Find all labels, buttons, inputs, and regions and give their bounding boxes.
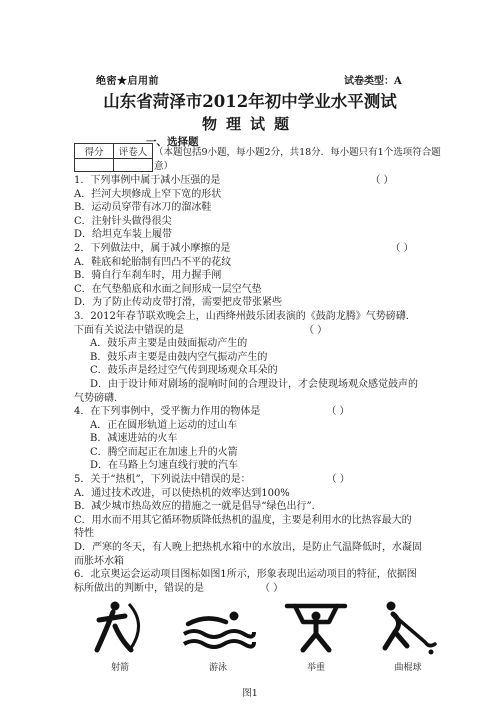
question-line — [74, 283, 438, 297]
answer-blank: （ ） — [304, 324, 328, 336]
question-line — [74, 351, 438, 365]
question-line — [74, 324, 438, 338]
figure-label-weightlifting: 举重 — [306, 663, 325, 673]
question-line — [74, 459, 438, 473]
question-text: 下面有关说法中错误的是 — [74, 324, 184, 336]
score-cell — [75, 159, 114, 172]
question-line — [74, 256, 438, 270]
question-line — [74, 514, 438, 528]
question-text: D．由于设计师对剧场的混响时间的合理设计，才会使现场观众感觉鼓声的 — [90, 378, 419, 390]
question-line — [74, 446, 438, 460]
question-line — [74, 432, 438, 446]
secret-label: 绝密★启用前 — [96, 76, 159, 87]
question-line — [74, 215, 438, 229]
question-text: D．为了防止传动皮带打滑，需要把皮带张紧些 — [74, 297, 283, 309]
question-text: 而胀坏水箱 — [74, 555, 124, 567]
figure-label-swimming: 游泳 — [208, 663, 227, 673]
question-text: D．严寒的冬天，有人晚上把热机水箱中的水放出，是防止气温降低时，水凝固 — [74, 542, 423, 554]
question-line — [74, 419, 438, 433]
question-text: A．拦河大坝修成上窄下宽的形状 — [74, 188, 222, 200]
exam-title: 山东省菏泽市2012年初中学业水平测试 — [103, 92, 397, 111]
question-text: 6．北京奥运会运动项目图标如图1所示，形象表现出运动项目的特征，依据图 — [74, 569, 417, 581]
hockey-icon — [368, 598, 448, 678]
question-line — [74, 378, 438, 392]
question-line — [74, 582, 438, 596]
question-line — [74, 174, 438, 188]
question-line — [74, 555, 438, 569]
figure-label-hockey: 曲棍球 — [394, 663, 422, 673]
grader-header: 评卷人 — [114, 144, 153, 159]
question-line — [74, 201, 438, 215]
figure-label-archery: 射箭 — [110, 663, 129, 673]
question-text: B．减少城市热岛效应的措施之一就是倡导“绿色出行”． — [74, 501, 322, 513]
section-note: （本题包括9小题，每小题2分，共18分．每小题只有1个选项符合题意） — [154, 147, 441, 172]
question-line — [74, 228, 438, 242]
question-line — [74, 541, 438, 555]
score-header: 得分 — [75, 144, 114, 159]
question-line — [74, 337, 438, 351]
answer-blank: （ ） — [326, 406, 350, 418]
question-text: C．用水而不用其它循环物质降低热机的温度，主要是利用水的比热容最大的 — [74, 514, 412, 526]
question-text: B．鼓乐声主要是由鼓内空气振动产生的 — [90, 351, 268, 363]
answer-blank: （ ） — [260, 582, 284, 594]
question-text: B．骑自行车刹车时，用力握手闸 — [74, 270, 222, 282]
question-line — [74, 364, 438, 378]
answer-blank: （ ） — [326, 474, 350, 486]
question-line — [74, 242, 438, 256]
question-line — [74, 296, 438, 310]
question-line — [74, 310, 438, 324]
answer-blank: （ ） — [390, 242, 414, 254]
question-line — [74, 473, 438, 487]
question-text: C．在气垫船底和水面之间形成一层空气垫 — [74, 283, 262, 295]
score-table — [74, 143, 153, 172]
question-text: A．鼓乐声主要是由鼓面振动产生的 — [90, 338, 248, 350]
figure-caption: 图1 — [242, 688, 258, 699]
archery-icon — [80, 598, 160, 678]
question-text: 3．2012年春节联欢晚会上，山西绛州鼓乐团表演的《鼓韵龙腾》气势磅礴． — [74, 310, 416, 322]
question-text: B．运动员穿带有冰刀的溜冰鞋 — [74, 202, 212, 214]
question-list — [74, 174, 438, 595]
question-line — [74, 188, 438, 202]
question-line — [74, 269, 438, 283]
section-heading: 一、选择题 — [146, 136, 199, 148]
question-text: B．减速进站的火车 — [90, 433, 178, 445]
weightlifting-icon — [276, 598, 356, 678]
question-text: 特性 — [74, 528, 94, 540]
question-line — [74, 500, 438, 514]
question-text: A．通过技术改进，可以使热机的效率达到100% — [74, 487, 290, 499]
question-text: C．鼓乐声是经过空气传到现场观众耳朵的 — [90, 365, 278, 377]
question-text: 4．在下列事例中，受平衡力作用的物体是 — [74, 406, 261, 418]
question-text: 1．下列事例中属于减小压强的是 — [74, 175, 221, 186]
question-line — [74, 487, 438, 501]
question-line — [74, 568, 438, 582]
question-line — [74, 527, 438, 541]
question-text: 气势磅礴． — [74, 392, 124, 404]
swimming-icon — [178, 598, 258, 678]
grader-cell — [114, 159, 153, 172]
question-text: 5．关于“热机”，下列说法中错误的是： — [74, 474, 251, 486]
question-text: C．腾空而起正在加速上升的火箭 — [90, 446, 238, 458]
question-text: D．在马路上匀速直线行驶的汽车 — [90, 460, 239, 472]
question-text: A．正在圆形轨道上运动的过山车 — [90, 419, 238, 431]
question-text: C．注射针头做得很尖 — [74, 215, 172, 227]
paper-type-label: 试卷类型：A — [344, 76, 402, 87]
question-text: 2．下列做法中，属于减小摩擦的是 — [74, 242, 231, 254]
question-text: D．给坦克车装上履带 — [74, 229, 173, 241]
exam-subtitle: 物理试题 — [201, 115, 298, 133]
question-line — [74, 405, 438, 419]
question-text: A．鞋底和轮胎制有凹凸不平的花纹 — [74, 256, 232, 268]
figure-1 — [72, 598, 452, 678]
question-line — [74, 392, 438, 406]
question-text: 标所做出的判断中，错误的是 — [74, 582, 204, 594]
answer-blank: （ ） — [370, 175, 394, 186]
